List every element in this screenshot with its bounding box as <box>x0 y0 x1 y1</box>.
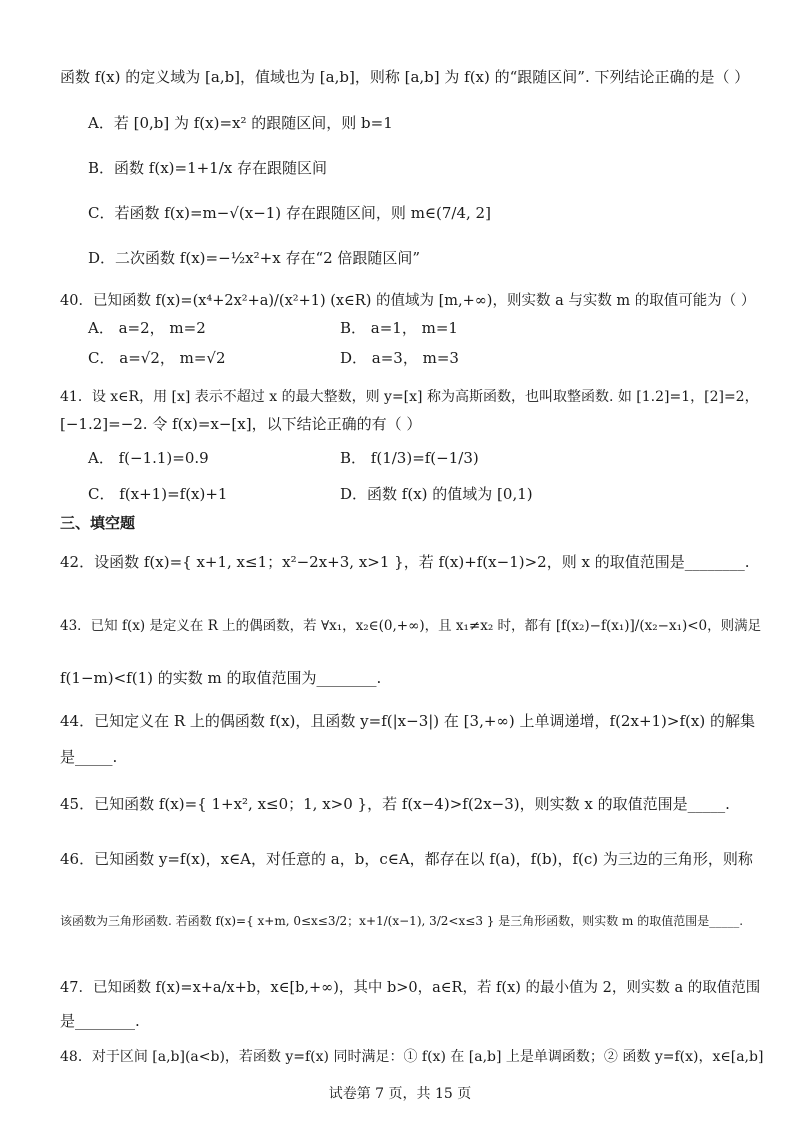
q41-stem-line1: 41．设 x∈R，用 [x] 表示不超过 x 的最大整数，则 y=[x] 称为高斯函数，也叫取整函数. 如 [1.2]=1，[2]=2， <box>60 389 759 405</box>
intro-option-a: A．若 [0,b] 为 f(x)=x² 的跟随区间，则 b=1 <box>88 114 393 132</box>
intro-option-c: C．若函数 f(x)=m−√(x−1) 存在跟随区间，则 m∈(7/4, 2] <box>88 204 491 222</box>
q40-stem: 40．已知函数 f(x)=(x⁴+2x²+a)/(x²+1) (x∈R) 的值域为 [m,+∞)，则实数 a 与实数 m 的取值可能为（ ） <box>60 293 756 309</box>
q43-line1: 43．已知 f(x) 是定义在 R 上的偶函数，若 ∀x₁，x₂∈(0,+∞)，且 x₁≠x₂ 时，都有 [f(x₂)−f(x₁)]/(x₂−x₁)<0，则满足 <box>60 618 762 634</box>
q47-line2: 是________. <box>60 1012 140 1030</box>
section-heading: 三、填空题 <box>60 514 136 532</box>
q41-option-d: D．函数 f(x) 的值域为 [0,1) <box>340 485 533 503</box>
q41-option-a: A． f(−1.1)=0.9 <box>88 449 209 467</box>
q40-option-b: B． a=1， m=1 <box>340 319 458 337</box>
q47-line1: 47．已知函数 f(x)=x+a/x+b，x∈[b,+∞)，其中 b>0，a∈R，若 f(x) 的最小值为 2，则实数 a 的取值范围 <box>60 980 761 996</box>
q41-stem-line2: [−1.2]=−2. 令 f(x)=x−[x]，以下结论正确的有（ ） <box>60 415 422 433</box>
q48-text: 48．对于区间 [a,b](a<b)，若函数 y=f(x) 同时满足：① f(x) 在 [a,b] 上是单调函数；② 函数 y=f(x)，x∈[a,b] <box>60 1049 764 1065</box>
q41-option-b: B． f(1/3)=f(−1/3) <box>340 449 479 467</box>
intro-option-d: D．二次函数 f(x)=−½x²+x 存在“2 倍跟随区间” <box>88 249 421 267</box>
q41-option-c: C． f(x+1)=f(x)+1 <box>88 485 228 503</box>
q42-text: 42．设函数 f(x)={ x+1, x≤1；x²−2x+3, x>1 }，若 f(x)+f(x−1)>2，则 x 的取值范围是________. <box>60 553 750 571</box>
page-footer: 试卷第 7 页，共 15 页 <box>328 1086 472 1102</box>
q45-text: 45．已知函数 f(x)={ 1+x², x≤0；1, x>0 }，若 f(x−4)>f(2x−3)，则实数 x 的取值范围是_____. <box>60 795 730 813</box>
intro-option-b: B．函数 f(x)=1+1/x 存在跟随区间 <box>88 159 328 177</box>
q46-line2: 该函数为三角形函数. 若函数 f(x)={ x+m, 0≤x≤3/2；x+1/(x−1), 3/2<x≤3 } 是三角形函数，则实数 m 的取值范围是_____. <box>60 914 744 928</box>
q44-line1: 44．已知定义在 R 上的偶函数 f(x)，且函数 y=f(|x−3|) 在 [3,+∞) 上单调递增，f(2x+1)>f(x) 的解集 <box>60 712 755 730</box>
q40-option-c: C． a=√2， m=√2 <box>88 349 226 367</box>
q40-option-d: D． a=3， m=3 <box>340 349 459 367</box>
q46-line1: 46．已知函数 y=f(x)，x∈A，对任意的 a，b，c∈A，都存在以 f(a)，f(b)，f(c) 为三边的三角形，则称 <box>60 850 753 868</box>
q43-line2: f(1−m)<f(1) 的实数 m 的取值范围为________. <box>60 669 382 687</box>
q40-option-a: A． a=2， m=2 <box>88 319 206 337</box>
intro-stem: 函数 f(x) 的定义域为 [a,b]，值域也为 [a,b]，则称 [a,b] 为 f(x) 的“跟随区间”. 下列结论正确的是（ ） <box>60 68 750 86</box>
q44-line2: 是_____. <box>60 748 118 766</box>
